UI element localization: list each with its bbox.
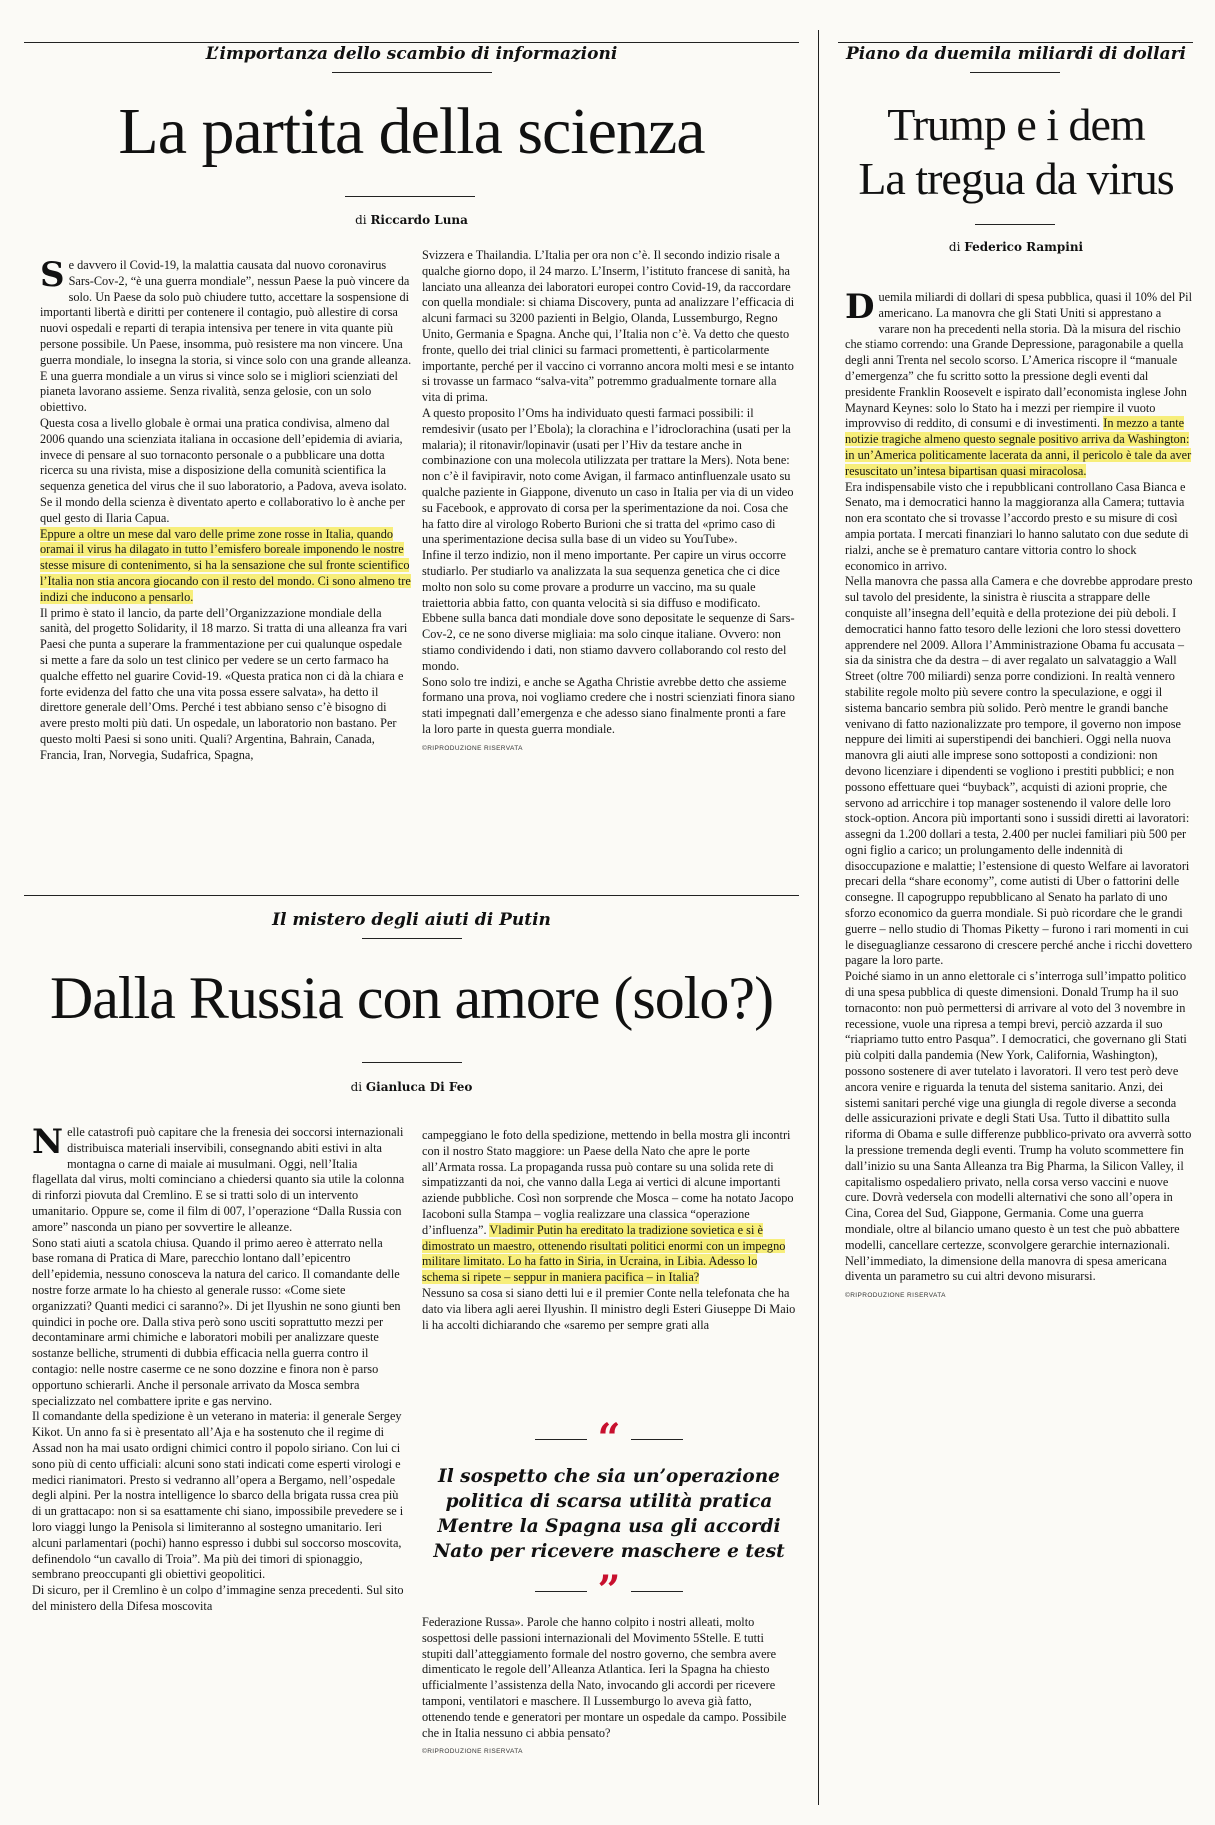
article1-column-1: [40, 258, 413, 868]
drop-cap: N: [32, 1125, 64, 1162]
paragraph: Di sicuro, per il Cremlino è un colpo d’immagine senza precedenti. Sul sito del ministero della Difesa moscovita: [32, 1583, 404, 1613]
paragraph: Nell’immediato, la dimensione della manovra di spesa americana diventa un parametro su cui altri devono misurarsi.: [845, 1253, 1167, 1284]
article2-kicker-underline: [362, 938, 462, 939]
article3-headline: [836, 98, 1196, 206]
copyright-notice: ©RIPRODUZIONE RISERVATA: [422, 1748, 523, 1756]
quote-open-icon: “: [597, 1415, 621, 1462]
paragraph: Duemila miliardi di dollari di spesa pubblica, quasi il 10% del Pil americano. La manovra che gli Stati Uniti si apprestano a varare non ha precedenti nella storia. Dà la misura del rischio che stiamo correndo: una Grande Depressione, paragonabile a quella degli anni Trenta nel secolo scorso. L’America riscopre il “manuale d’emergenza” che fu scritto sotto la pressione degli eventi dal presidente Franklin Roosevelt e ispirato dall’economista inglese John Maynard Keynes: solo lo Stato ha i mezzi per riempire il vuoto improvviso di reddito, di consumi e di investimenti. In mezzo a tante notizie tragiche almeno questo segnale positivo arriva da Washington: in un’America politicamente lacerata da anni, il pericolo è tale da aver resuscitato un’intesa bipartisan quasi miracolosa.: [845, 290, 1193, 478]
article2-headline-underline: [362, 1062, 462, 1063]
highlight: Eppure a oltre un mese dal varo delle prime zone rosse in Italia, quando oramai il virus ha dilagato in tutto l’emisfero boreale imponendo le nostre stesse misure di contenimento, si ha la sensazione che sul fronte scientifico l’Italia non stia ancora giocando con il resto del mondo. Ci sono almeno tre indizi che inducono a pensarlo.: [40, 526, 411, 604]
column-divider: [818, 30, 819, 1805]
article1-headline: La partita della scienza: [118, 95, 705, 168]
byline-prefix: di: [948, 240, 961, 254]
paragraph: campeggiano le foto della spedizione, mettendo in bella mostra gli incontri con il nostro Stato maggiore: un Paese della Nato che apre le porte all’Armata rossa. La propaganda russa può contare su una solida rete di simpatizzanti da noi, che vanno dalla Lega ai vertici di alcune importanti aziende pubbliche. Così non sorprende che Mosca – come ha notato Jacopo Iacoboni sulla Stampa – voglia realizzare una classica “operazione d’influenza”. Vladimir Putin ha ereditato la tradizione sovietica e si è dimostrato un maestro, ottenendo risultati politici enormi con un impegno militare limitato. Lo ha fatto in Siria, in Ucraina, in Libia. Adesso lo schema si ripete – seppur in maniera pacifica – in Italia?: [422, 1128, 794, 1285]
byline-prefix: di: [350, 1080, 363, 1094]
article3-byline: [836, 240, 1196, 254]
paragraph: Poiché siamo in un anno elettorale ci s’interroga sull’impatto politico di una spesa pubblica di queste dimensioni. Donald Trump ha il suo tornaconto: non può permettersi di arrivare al voto del 3 novembre in recessione, vuole una ripresa a tempi brevi, perciò azzarda il suo “riapriamo tutto entro Pasqua”. I democratici, che governano gli Stati più colpiti dalla pandemia (New York, California, Washington), possono sostenere di aver tutelato i lavoratori. Il vero test però deve ancora venire e riguarda la tenuta del sistema sanitario. Anzi, dei sistemi sanitari perché vige una giungla di regole diverse a seconda delle assicurazioni private e degli Stati Usa. Tutto il dibattito sulla riforma di Obama e sulle differenze pubblico-privato ora avverrà sotto la pressione tremenda degli eventi. Trump ha voluto scommettere fin dall’inizio su una Santa Alleanza tra Big Pharma, la Silicon Valley, il capitalismo ospedaliero privato, nella corsa verso vaccini e nuove cure. Dovrà vedersela con modelli alternativi che sono all’opera in Cina, Corea del Sud, Giappone, Germania. Come una guerra mondiale, oltre al bilancio umano questo è un test che può abbattere modelli, cancellare certezze, sconvolgere gerarchie internazionali.: [845, 969, 1192, 1252]
article3-kicker-underline: [970, 72, 1060, 73]
article3-headline-line1: Trump e i dem: [887, 99, 1145, 150]
paragraph: Federazione Russa». Parole che hanno colpito i nostri alleati, molto sospettosi delle passioni internazionali del Movimento 5Stelle. E tutti stupiti dall’atteggiamento formale del nostro governo, che sembra avere dimenticato le regole dell’Alleanza Atlantica. Ieri la Spagna ha chiesto ufficialmente l’assistenza della Nato, invocando gli accordi per ricevere tamponi, ventilatori e maschere. Il Lussemburgo lo aveva già fatto, ottenendo tende e generatori per montare un ospedale da campo. Possibile che in Italia nessuno ci abbia pensato?: [422, 1615, 787, 1740]
highlight: Vladimir Putin ha ereditato la tradizione sovietica e si è dimostrato un maestro, ottenendo risultati politici enormi con un impegno militare limitato. Lo ha fatto in Siria, in Ucraina, in Libia. Adesso lo schema si ripete – seppur in maniera pacifica – in Italia?: [422, 1222, 786, 1285]
paragraph: Sono solo tre indizi, e anche se Agatha Christie avrebbe detto che assieme formano una prova, noi vogliamo credere che i nostri scienziati finora siano stati impegnati dall’emergenza e che adesso siano finalmente pronti a fare la loro parte in questa guerra mondiale.: [422, 674, 795, 736]
article2-kicker: Il mistero degli aiuti di Putin: [272, 910, 551, 930]
copyright-notice: ©RIPRODUZIONE RISERVATA: [422, 744, 523, 752]
highlighted-paragraph: [40, 527, 413, 606]
pull-quote-text: Il sospetto che sia un’operazione politica di scarsa utilità pratica Mentre la Spagna usa gli accordi Nato per ricevere maschere e test: [433, 1466, 785, 1562]
top-rule-left: [24, 42, 799, 43]
article1-byline: [24, 213, 799, 227]
paragraph: Infine il terzo indizio, non il meno importante. Per capire un virus occorre studiarlo. Per studiarlo va analizzata la sua sequenza genetica che ci dice molto non solo su come provare a produrre un vaccino, ma su quale traiettoria abbia fatto, con quanta velocità si sia diffuso e modificato. Ebbene sulla banca dati mondiale dove sono depositate le sequenze di Sars-Cov-2, ce ne sono diverse migliaia: ma solo cinque italiane. Ovvero: non stiamo condividendo i dati, non stiamo davvero collaborando col resto del mondo.: [422, 548, 795, 673]
article3-headline-underline: [975, 224, 1055, 225]
article2-column-2-bottom: [422, 1615, 796, 1805]
article2-column-1: [32, 1125, 406, 1745]
article1-column-2: [422, 248, 796, 878]
article2-column-2-top: [422, 1128, 796, 1413]
paragraph: Se davvero il Covid-19, la malattia causata dal nuovo coronavirus Sars-Cov-2, “è una guerra mondiale”, nessun Paese la può vincere da solo. Un Paese da solo può chiudere tutto, accettare la sospensione di importanti libertà e diritti per contenere il contagio, può allestire di corsa nuovi ospedali e reparti di terapia intensiva per tenere in vita quante più persone possibile. Un Paese, insomma, può resistere ma non vincere. Una guerra mondiale, lo insegna la storia, si vince solo con una grande alleanza. E una guerra mondiale a un virus si vince solo se i migliori scienziati del pianeta lavorano assieme. Senza rivalità, senza gelosie, con un solo obiettivo.: [40, 258, 412, 415]
paragraph: Il primo è stato il lancio, da parte dell’Organizzazione mondiale della sanità, del progetto Solidarity, il 18 marzo. Si tratta di una alleanza fra vari Paesi che punta a superare la frammentazione per cui qualunque ospedale si mette a fare da solo un test clinico per vedere se un certo farmaco ha qualche effetto nel guarire Covid-19. «Questa pratica non ci dà la chiara e forte evidenza del fatto che una vita possa essere salvata», ha detto il direttore generale dell’Oms. Perché i test abbiano senso c’è bisogno di avere presto molti più dati. Un ospedale, un laboratorio non bastano. Per questo molti Paesi si sono uniti. Quali? Argentina, Bahrain, Canada, Francia, Iran, Norvegia, Sudafrica, Spagna,: [40, 605, 408, 762]
highlight: In mezzo a tante notizie tragiche almeno questo segnale positivo arriva da Washington: in un’America politicamente lacerata da anni, il pericolo è tale da aver resuscitato un’intesa bipartisan quasi miracolosa.: [845, 416, 1192, 478]
article2-byline: [24, 1080, 799, 1094]
pull-quote: [430, 1415, 788, 1614]
byline-author: Riccardo Luna: [370, 213, 468, 227]
article2-headline: Dalla Russia con amore (solo?): [49, 965, 774, 1031]
top-rule-right: [838, 42, 1193, 43]
article1-kicker: L’importanza dello scambio di informazioni: [205, 44, 618, 64]
article3-headline-line2: La tregua da virus: [858, 153, 1174, 204]
paragraph: Svizzera e Thailandia. L’Italia per ora non c’è. Il secondo indizio risale a qualche giorno dopo, il 24 marzo. L’Inserm, l’istituto francese di sanità, ha lanciato una alleanza dei laboratori europei contro Covid-19, da raccordare con quella mondiale: si chiama Discovery, punta ad analizzare l’efficacia di alcuni farmaci su 3200 pazienti in Belgio, Olanda, Lussemburgo, Regno Unito, Germania e Spagna. Anche qui, l’Italia non c’è. Va detto che questo fronte, quello dei trial clinici su farmaci promettenti, è particolarmente importante, perché per il vaccino ci vorranno ancora molti mesi e se intanto si trovasse un farmaco “salva-vita” potremmo gradualmente tornare alla vita di prima.: [422, 248, 795, 405]
paragraph: Questa cosa a livello globale è ormai una pratica condivisa, almeno dal 2006 quando una scienziata italiana in occasione dell’epidemia di aviaria, invece di pensare al suo tornaconto personale o a pubblicare una dotta ricerca su una rivista, mise a disposizione della comunità scientifica la sequenza genetica del virus che il suo laboratorio, a Padova, aveva isolato. Se il mondo della scienza è diventato aperto e collaborativo lo è anche per quel gesto di Ilaria Capua.: [40, 415, 407, 525]
byline-author: Federico Rampini: [964, 240, 1084, 254]
article1-headline-underline: [345, 196, 475, 197]
paragraph: Il comandante della spedizione è un veterano in materia: il generale Sergey Kikot. Un anno fa si è presentato all’Aja e ha sostenuto che il regime di Assad non ha mai usato ordigni chimici contro il popolo siriano. Con lui ci sono più di cento ufficiali: alcuni sono stati indicati come esperti virologi e medici rianimatori. Presto si vedranno all’opera a Bergamo, nell’ospedale degli alpini. Per la nostra intelligence lo sbarco della brigata russa crea più di un grattacapo: non si sa esattamente chi siano, impossibile prevedere se i loro viaggi lungo la Penisola si limiteranno al sostegno umanitario. Ieri alcuni parlamentari (pochi) hanno espresso i dubbi sul soccorso moscovita, definendolo “un cavallo di Troia”. Ma più dei timori di spionaggio, sembrano preoccupanti gli obiettivi geopolitici.: [32, 1409, 404, 1582]
drop-cap: S: [40, 258, 65, 295]
drop-cap: D: [845, 290, 875, 327]
byline-prefix: di: [355, 213, 367, 227]
paragraph: Nessuno sa cosa si siano detti lui e il premier Conte nella telefonata che ha dato via libera agli aerei Ilyushin. Il ministro degli Esteri Giuseppe Di Maio li ha accolti dichiarando che «saremo per sempre grati alla: [422, 1285, 796, 1332]
quote-close-icon: ”: [597, 1567, 621, 1614]
paragraph: Era indispensabile visto che i repubblicani controllano Casa Bianca e Senato, ma i democratici hanno la maggioranza alla Camera; tuttavia non era scontato che si trovasse l’accordo presto e su misure di così ampia portata. I mercati finanziari lo hanno salutato con due sedute di rialzi, anche se è prematuro cantare vittoria contro lo shock economico in arrivo.: [845, 479, 1189, 573]
byline-author: Gianluca Di Feo: [365, 1080, 473, 1094]
article3-kicker: Piano da duemila miliardi di dollari: [845, 44, 1187, 64]
paragraph: Nelle catastrofi può capitare che la frenesia dei soccorsi internazionali distribuisca materiali inservibili, consegnando abiti estivi in alta montagna o carne di maiale ai musulmani. Oggi, nell’Italia flagellata dal virus, molti cominciano a chiedersi quanto sia utile la colonna di rinforzi piovuta dal Cremlino. E se si tratti solo di un intervento umanitario. Oppure se, come il film di 007, l’operazione “Dalla Russia con amore” nasconda un piano per sovvertire le alleanze.: [32, 1125, 405, 1234]
section-divider: [24, 895, 799, 896]
paragraph: Sono stati aiuti a scatola chiusa. Quando il primo aereo è atterrato nella base romana di Pratica di Mare, parecchio lontano dall’epicentro dell’epidemia, nessuno conosceva la natura del carico. Il comandante delle nostre forze armate lo ha chiesto al generale russo: «Come siete organizzati? Quanti medici ci saranno?». Di jet Ilyushin ne sono giunti ben quindici in poche ore. Dalla stiva però sono usciti soprattutto mezzi per decontaminare armi chimiche e laboratori mobili per analizzare queste sostanze belliche, strumenti di dubbia efficacia nella guerra contro il contagio: nelle nostre caserme ce ne sono dozzine e finora non è parso opportuno schierarli. Anche il personale arrivato da Mosca sembra specializzato nel combattere iprite e gas nervino.: [32, 1235, 401, 1408]
copyright-notice: ©RIPRODUZIONE RISERVATA: [845, 1292, 946, 1300]
paragraph: Nella manovra che passa alla Camera e che dovrebbe approdare presto sul tavolo del presidente, la sinistra è riuscita a strappare delle conquiste all’insegna dell’equità e della protezione dei più deboli. I democratici hanno fatto tesoro delle lezioni che loro stessi dovettero apprendere nel 2009. Allora l’Amministrazione Obama fu accusata – sia da sinistra che da destra – di aver regalato un salvataggio a Wall Street (oltre 700 miliardi) senza porre condizioni. In realtà vennero stabilite regole molto più severe contro la speculazione, e oggi il sistema bancario sembra più solido. Però mentre le grandi banche venivano di fatto nazionalizzate pro tempore, il governo non impose neppure dei limiti ai superstipendi dei banchieri. Oggi nella nuova manovra gli aiuti alle imprese sono sottoposti a condizioni: non devono licenziare i dipendenti se vogliono i prestiti pubblici; e non possono effettuare quei “buyback”, acquisti di azioni proprie, che servono ad arricchire i top manager sostenendo il valore delle loro stock-option. Ancora più importanti sono i sussidi diretti ai lavoratori: assegni da 1.200 dollari a testa, 2.400 per nuclei familiari più 500 per ogni figlio a carico; un prolungamento delle indennità di disoccupazione e malattie; l’estensione di questo Welfare ai lavoratori precari della “share economy”, come autisti di Uber o fattorini delle consegne. Il capogruppo repubblicano al Senato ha parlato di uno sforzo economico da guerra mondiale. Si può ricordare che le grandi guerre – nello studio di Thomas Piketty – furono i rari momenti in cui le diseguaglianze cessarono di crescere perché anche i ricchi dovettero pagare la loro parte.: [845, 574, 1193, 968]
article1-kicker-underline: [332, 72, 492, 73]
article3-column: [845, 290, 1193, 1815]
paragraph: A questo proposito l’Oms ha individuato questi farmaci possibili: il remdesivir (usato per l’Ebola); la clorachina e l’idroclorachina (usati per la malaria); il ritonavir/lopinavir (usati per l’Hiv da testare anche in combinazione con una molecola utilizzata per trattare la Mers). Nota bene: non c’è il favipiravir, noto come Avigan, il farmaco antinfluenzale usato su qualche paziente in Giappone, divenuto un caso in Italia per via di un video su Facebook, e approvato di corsa per la sperimentazione da noi. Cosa che ha fatto dire al virologo Roberto Burioni che si tratta del «primo caso di una sperimentazione decisa sulla base di un video su YouTube».: [422, 405, 794, 547]
